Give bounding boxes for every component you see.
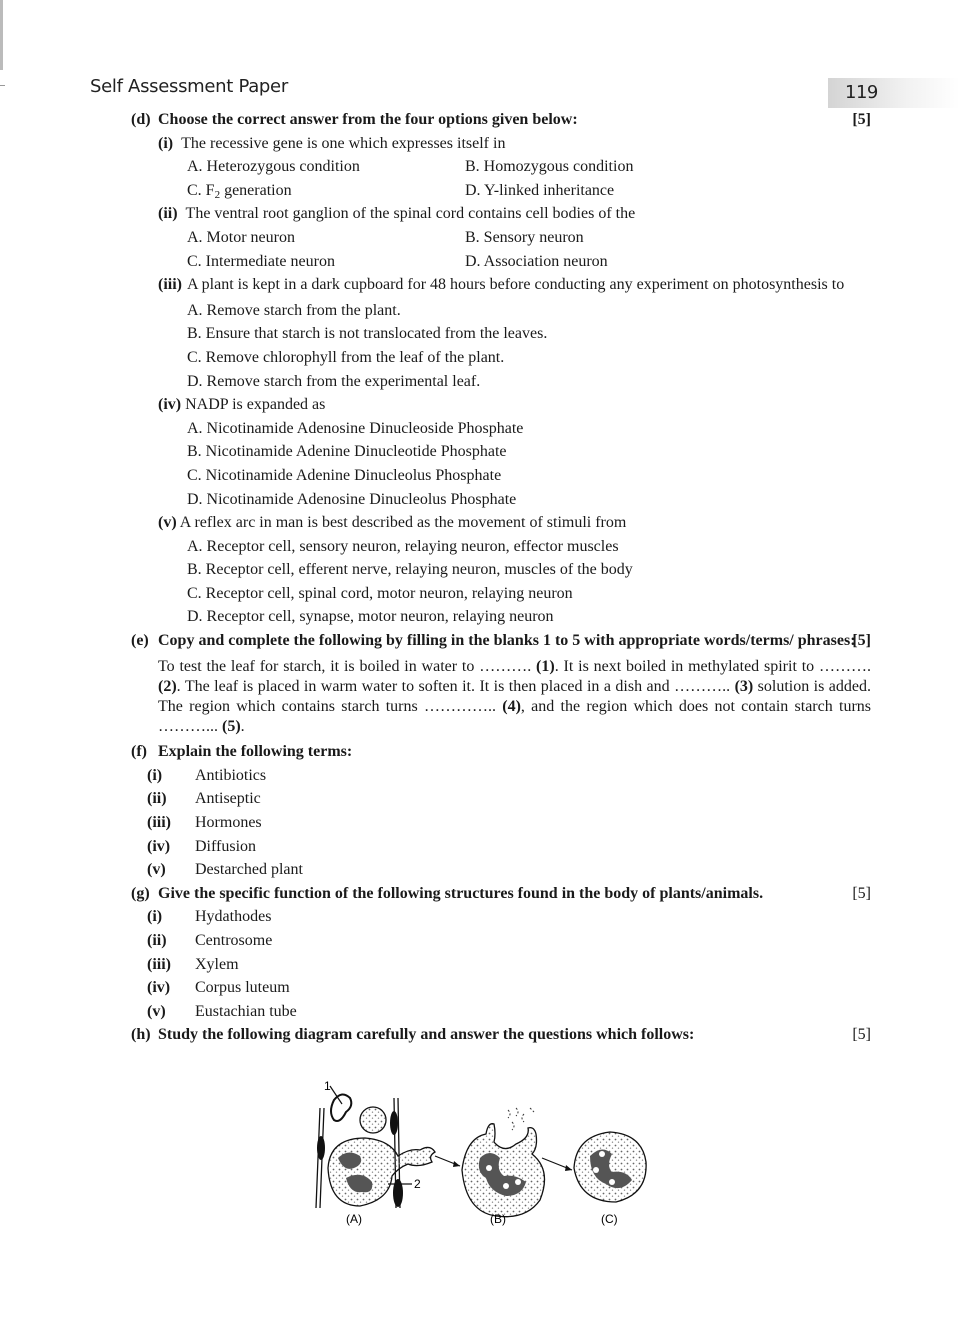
page-number: 119 bbox=[845, 82, 878, 103]
structure-text: Corpus luteum bbox=[195, 979, 290, 997]
paragraph-text: To test the leaf for starch, it is boiled in water to ………. bbox=[158, 657, 537, 675]
marks: [5] bbox=[852, 884, 871, 902]
sub-label: (iii) bbox=[158, 276, 182, 294]
blank-number: (2) bbox=[158, 677, 177, 695]
option-b: B. Nicotinamide Adenine Dinucleotide Phosphate bbox=[187, 443, 507, 461]
question-g-heading bbox=[131, 882, 871, 906]
endothelial-nucleus bbox=[393, 1179, 403, 1207]
label-2: 2 bbox=[414, 1177, 421, 1191]
term-text: Antiseptic bbox=[195, 790, 261, 808]
option-row bbox=[131, 155, 871, 179]
page-edge bbox=[0, 0, 3, 70]
term-item bbox=[131, 811, 871, 835]
structure-item bbox=[131, 953, 871, 977]
caption-b: (B) bbox=[490, 1212, 506, 1226]
blank-number: (5) bbox=[222, 717, 241, 735]
option-c bbox=[187, 182, 292, 199]
structure-item bbox=[131, 976, 871, 1000]
sub-label: (v) bbox=[158, 514, 177, 532]
term-item bbox=[131, 764, 871, 788]
blank-number: (3) bbox=[734, 677, 754, 695]
heading-text: Study the following diagram carefully and answer the questions which follows: bbox=[158, 1026, 695, 1044]
mcq-iii bbox=[131, 273, 871, 299]
heading-text: Copy and complete the following by filling in the blanks 1 to 5 with appropriate words/terms/ phrases: bbox=[158, 632, 856, 650]
option-b: B. Homozygous condition bbox=[465, 158, 634, 176]
option-c: C. Nicotinamide Adenine Dinucleolus Phosphate bbox=[187, 466, 502, 484]
option-a: A. Remove starch from the plant. bbox=[187, 301, 401, 319]
phagocytosis-diagram bbox=[290, 1078, 670, 1238]
sub-label: (ii) bbox=[158, 205, 178, 223]
sub-label: (i) bbox=[147, 766, 163, 784]
page-number-box bbox=[828, 78, 960, 108]
option-b: B. Receptor cell, efferent nerve, relaying neuron, muscles of the body bbox=[187, 561, 633, 579]
sub-label: (i) bbox=[147, 908, 163, 926]
question-label: (g) bbox=[131, 884, 150, 902]
option-a: A. Nicotinamide Adenosine Dinucleoside Phosphate bbox=[187, 419, 524, 437]
neutrophil-squeezing bbox=[328, 1138, 435, 1206]
option-row bbox=[131, 226, 871, 250]
term-text: Diffusion bbox=[195, 837, 257, 855]
blank-number: (4) bbox=[502, 697, 521, 715]
sub-label: (iii) bbox=[147, 955, 171, 973]
option-a: A. Receptor cell, sensory neuron, relaying neuron, effector muscles bbox=[187, 537, 619, 555]
paragraph-text: . The leaf is placed in warm water to soften it. It is then placed in a dish and ……….. bbox=[176, 677, 735, 695]
question-h-heading bbox=[131, 1023, 871, 1047]
paragraph-text: , and the region which does not contain starch turns ………... bbox=[158, 697, 872, 735]
structure-text: Xylem bbox=[195, 955, 239, 973]
running-header: Self Assessment Paper bbox=[90, 76, 288, 97]
question-d-heading bbox=[131, 108, 871, 132]
option-a: A. Motor neuron bbox=[187, 228, 295, 246]
sub-label: (i) bbox=[158, 134, 174, 152]
option-d: D. Remove starch from the experimental leaf. bbox=[187, 372, 481, 390]
question-label: (e) bbox=[131, 632, 149, 650]
question-e-heading bbox=[131, 629, 871, 655]
blank-number: (1) bbox=[536, 657, 555, 675]
structure-text: Eustachian tube bbox=[195, 1002, 297, 1020]
structure-text: Hydathodes bbox=[195, 908, 272, 926]
structure-item bbox=[131, 1000, 871, 1024]
option-c-text: generation bbox=[220, 181, 292, 199]
caption-c: (C) bbox=[601, 1212, 618, 1226]
mcq-ii bbox=[131, 202, 871, 226]
option-row bbox=[131, 250, 871, 274]
question-content bbox=[131, 108, 871, 1047]
structure-text: Centrosome bbox=[195, 932, 273, 949]
option-d: D. Nicotinamide Adenosine Dinucleolus Phosphate bbox=[187, 490, 517, 508]
heading-text: Choose the correct answer from the four options given below: bbox=[158, 111, 578, 128]
marks: [5] bbox=[852, 1026, 871, 1044]
endothelial-nucleus bbox=[390, 1111, 398, 1135]
paragraph-text: . It is next boiled in methylated spirit to ………. bbox=[554, 657, 872, 675]
paragraph-text: solution is added. The region which contains starch turns ………….. bbox=[158, 677, 872, 715]
subscript: 2 bbox=[214, 188, 221, 201]
option-c-text: C. F bbox=[187, 181, 215, 199]
structure-item bbox=[131, 905, 871, 929]
term-item bbox=[131, 835, 871, 859]
option-c: C. Receptor cell, spinal cord, motor neuron, relaying neuron bbox=[187, 584, 573, 602]
mcq-text: The recessive gene is one which expresses itself in bbox=[181, 134, 506, 152]
label-1: 1 bbox=[324, 1079, 331, 1093]
question-label: (f) bbox=[131, 743, 147, 761]
mcq-v bbox=[131, 511, 871, 535]
phagocyte-engulfing bbox=[462, 1124, 545, 1217]
term-text: Antibiotics bbox=[195, 766, 267, 784]
heading-text: Give the specific function of the following structures found in the body of plants/animals. bbox=[158, 884, 764, 902]
term-text: Hormones bbox=[195, 814, 262, 832]
sub-label: (iii) bbox=[147, 814, 171, 832]
option-row bbox=[131, 179, 871, 203]
phagocyte-round bbox=[574, 1132, 646, 1202]
endothelial-nucleus bbox=[317, 1136, 325, 1160]
mcq-text: A reflex arc in man is best described as the movement of stimuli from bbox=[179, 514, 627, 532]
mcq-text: A plant is kept in a dark cupboard for 48 hours before conducting any experiment on photosynthesis to bbox=[187, 276, 845, 294]
red-blood-cell bbox=[331, 1094, 351, 1121]
question-f-heading bbox=[131, 740, 871, 764]
option-d: D. Association neuron bbox=[465, 252, 608, 270]
sub-label: (v) bbox=[147, 1002, 166, 1020]
stage-a bbox=[316, 1079, 435, 1208]
question-label: (h) bbox=[131, 1026, 151, 1044]
option-c: C. Remove chlorophyll from the leaf of the plant. bbox=[187, 348, 505, 366]
fill-in-paragraph bbox=[131, 655, 871, 741]
caption-a: (A) bbox=[346, 1212, 362, 1226]
heading-text: Explain the following terms: bbox=[158, 743, 353, 761]
term-text: Destarched plant bbox=[195, 861, 303, 879]
marks: [5] bbox=[852, 632, 871, 650]
sub-label: (iv) bbox=[158, 396, 182, 414]
mcq-text: NADP is expanded as bbox=[185, 396, 326, 414]
stage-c bbox=[574, 1132, 646, 1202]
term-item bbox=[131, 787, 871, 811]
option-c: C. Intermediate neuron bbox=[187, 252, 335, 270]
option-d: D. Receptor cell, synapse, motor neuron, relaying neuron bbox=[187, 608, 554, 626]
sub-label: (ii) bbox=[147, 790, 167, 808]
term-item bbox=[131, 858, 871, 882]
mcq-text: The ventral root ganglion of the spinal cord contains cell bodies of the bbox=[185, 205, 636, 223]
structure-item bbox=[131, 929, 871, 953]
mcq-i bbox=[131, 132, 871, 156]
option-d: D. Y-linked inheritance bbox=[465, 181, 615, 199]
option-b: B. Ensure that starch is not translocated from the leaves. bbox=[187, 325, 548, 343]
option-a: A. Heterozygous condition bbox=[187, 158, 360, 176]
question-label: (d) bbox=[131, 111, 151, 128]
sub-label: (v) bbox=[147, 861, 166, 879]
page-edge-mark bbox=[0, 85, 5, 86]
sub-label: (iv) bbox=[147, 837, 171, 855]
sub-label: (ii) bbox=[147, 932, 167, 949]
option-b: B. Sensory neuron bbox=[465, 228, 584, 246]
paragraph-text: . bbox=[240, 717, 245, 735]
stage-b bbox=[462, 1108, 545, 1217]
marks: [5] bbox=[852, 111, 871, 128]
small-cell bbox=[360, 1107, 386, 1133]
sub-label: (iv) bbox=[147, 979, 171, 997]
mcq-iv bbox=[131, 393, 871, 417]
bacteria bbox=[508, 1108, 534, 1130]
